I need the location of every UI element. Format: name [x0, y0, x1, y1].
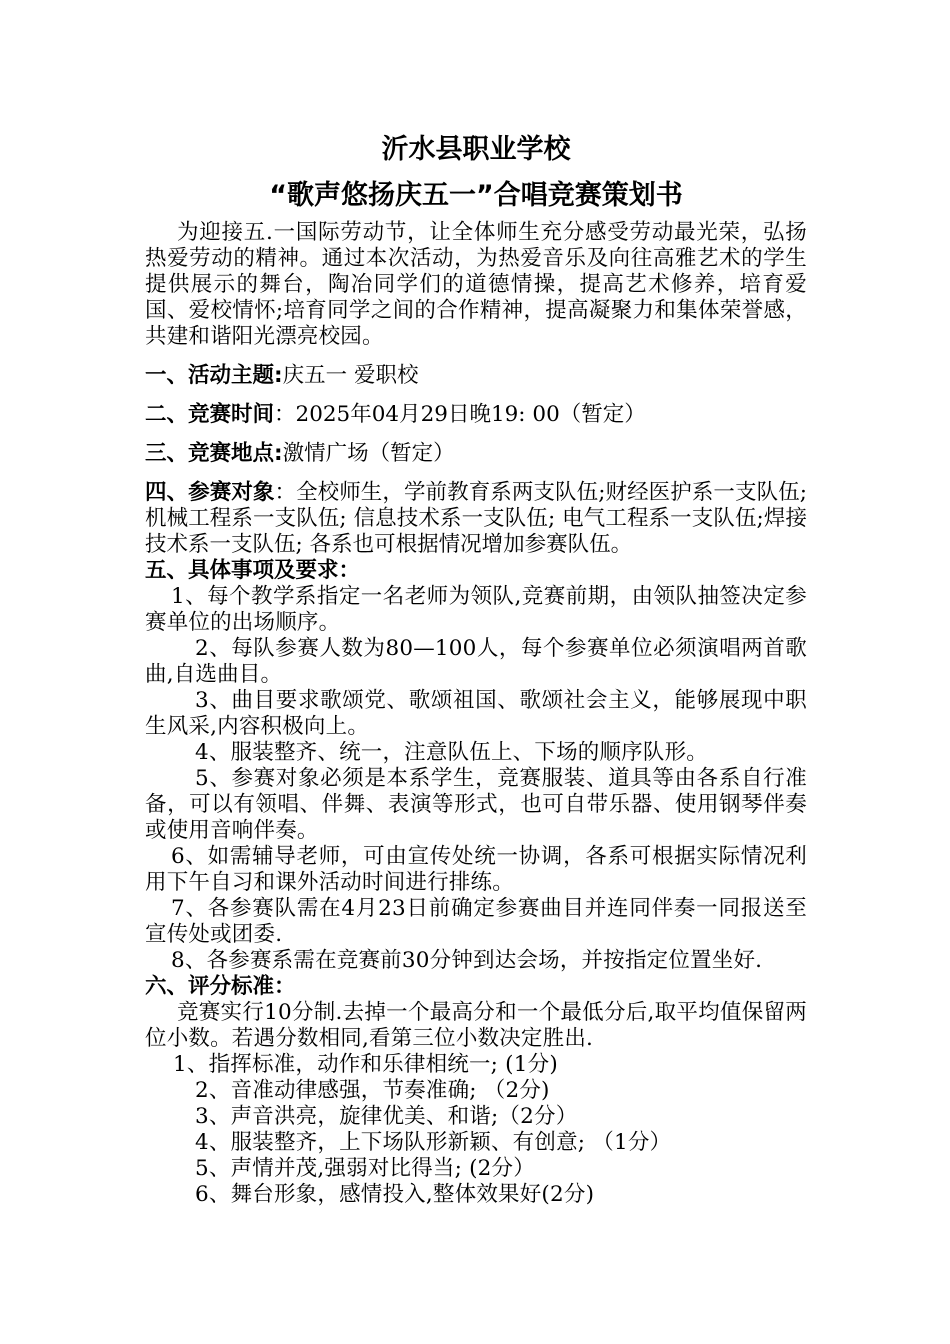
- section-venue: [145, 441, 807, 467]
- intro-paragraph: 为迎接五.一国际劳动节，让全体师生充分感受劳动最光荣，弘扬热爱劳动的精神。通过本次活动，为热爱音乐及向往高雅艺术的学生提供展示的舞台，陶冶同学们的道德情操，提高艺术修养，培育爱国、爱校情怀;培育同学之间的合作精神，提高凝聚力和集体荣誉感，共建和谐阳光漂亮校园。: [145, 220, 807, 349]
- requirement-item: 2、每队参赛人数为80—100人，每个参赛单位必须演唱两首歌曲,自选曲目。: [145, 636, 807, 687]
- section-text: 庆五一 爱职校: [282, 363, 419, 388]
- section-heading: 五、具体事项及要求：: [145, 558, 361, 583]
- scoring-item: 5、声情并茂,强弱对比得当; (2分）: [195, 1156, 535, 1181]
- section-time: [145, 402, 807, 428]
- requirement-item: 5、参赛对象必须是本系学生，竞赛服装、道具等由各系自行准备，可以有领唱、伴舞、表演等形式，也可自带乐器、使用钢琴伴奏或使用音响伴奏。: [145, 766, 807, 843]
- scoring-item: 3、声音洪亮，旋律优美、和谐;（2分）: [195, 1104, 578, 1129]
- requirement-item: 8、各参赛系需在竞赛前30分钟到达会场，并按指定位置坐好.: [171, 948, 763, 973]
- scoring-intro: 竞赛实行10分制.去掉一个最高分和一个最低分后,取平均值保留两位小数。若遇分数相同,看第三位小数决定胜出.: [145, 1000, 807, 1051]
- section-heading: 四、参赛对象: [145, 480, 275, 505]
- scoring-item: 4、服装整齐，上下场队形新颖、有创意; （1分）: [195, 1130, 672, 1155]
- section-text: ：全校师生，学前教育系两支队伍;财经医护系一支队伍;机械工程系一支队伍; 信息技术系一支队伍; 电气工程系一支队伍;焊接技术系一支队伍; 各系也可根据情况增加参赛队伍。: [145, 480, 807, 557]
- section-text: 激情广场（暂定）: [282, 441, 455, 466]
- section-heading: 六、评分标准：: [145, 974, 296, 999]
- section-heading: 二、竞赛时间: [145, 402, 275, 427]
- requirement-item: 6、如需辅导老师，可由宣传处统一协调，各系可根据实际情况利用下午自习和课外活动时间进行排练。: [145, 844, 807, 895]
- scoring-item: 2、音准动律感强，节奏准确; （2分): [195, 1078, 550, 1103]
- scoring-item: 1、指挥标准，动作和乐律相统一; (1分): [173, 1052, 558, 1077]
- requirement-item: 4、服装整齐、统一，注意队伍上、下场的顺序队形。: [195, 740, 708, 765]
- section-theme: [145, 363, 807, 389]
- document-title: “歌声悠扬庆五一”合唱竞赛策划书: [269, 180, 683, 211]
- section-heading: 一、活动主题:: [145, 363, 283, 388]
- section-text: ：2025年04月29日晚19: 00（暂定）: [274, 402, 646, 427]
- section-requirements-heading: [145, 558, 807, 584]
- school-title: 沂水县职业学校: [381, 134, 571, 165]
- scoring-item: 6、舞台形象，感情投入,整体效果好(2分): [195, 1182, 595, 1207]
- section-participants: [145, 480, 807, 558]
- requirement-item: 1、每个教学系指定一名老师为领队,竞赛前期，由领队抽签决定参赛单位的出场顺序。: [145, 584, 807, 635]
- section-heading: 三、竞赛地点:: [145, 441, 283, 466]
- requirement-item: 7、各参赛队需在4月23日前确定参赛曲目并连同伴奏一同报送至宣传处或团委.: [145, 896, 807, 947]
- requirement-item: 3、曲目要求歌颂党、歌颂祖国、歌颂社会主义，能够展现中职生风采,内容积极向上。: [145, 688, 807, 739]
- section-scoring-heading: [145, 974, 807, 1000]
- document-page: [145, 128, 807, 1208]
